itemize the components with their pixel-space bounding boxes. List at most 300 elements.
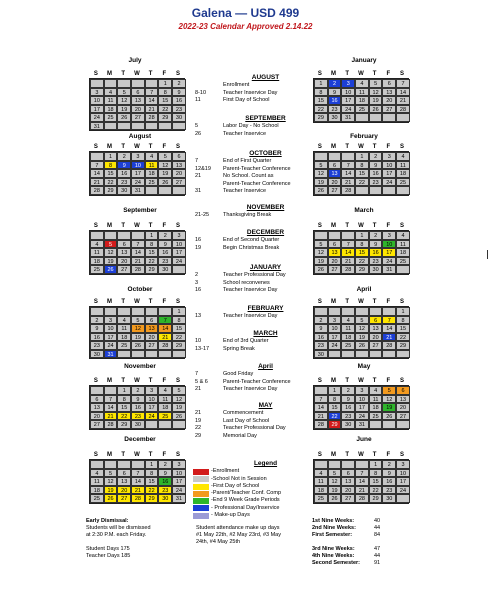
day-cell: 7 <box>131 240 145 249</box>
empty-cell <box>117 79 131 88</box>
day-cell: 1 <box>117 386 131 395</box>
day-cell: 5 <box>314 161 328 170</box>
day-cell: 16 <box>90 333 104 342</box>
event-date: 13 <box>195 313 202 319</box>
event-row <box>193 131 338 139</box>
month-label-october: October <box>127 286 153 293</box>
day-cell: 30 <box>314 350 328 359</box>
day-cell: 15 <box>158 96 172 105</box>
day-cell: 10 <box>396 469 410 478</box>
day-cell: 16 <box>131 403 145 412</box>
day-cell: 27 <box>145 341 159 350</box>
count-label: 2nd Nine Weeks: <box>312 525 356 532</box>
day-cell: 15 <box>172 324 186 333</box>
day-header: T <box>372 378 377 384</box>
events-august <box>193 74 338 105</box>
day-cell: 11 <box>104 96 118 105</box>
day-cell: 24 <box>172 257 186 266</box>
day-header: T <box>372 223 377 229</box>
day-cell: 11 <box>396 240 410 249</box>
event-text: Parent-Teacher Conference <box>223 378 291 385</box>
day-header: T <box>121 452 126 458</box>
day-header: T <box>345 378 350 384</box>
day-cell: 27 <box>396 412 410 421</box>
calendar-july <box>89 70 185 131</box>
day-header: S <box>93 378 98 384</box>
day-cell: 21 <box>145 105 159 114</box>
day-header: W <box>134 378 140 384</box>
day-header: T <box>345 144 350 150</box>
event-row <box>193 371 338 379</box>
day-header: M <box>331 223 337 229</box>
empty-cell <box>172 122 186 131</box>
day-cell: 18 <box>314 486 328 495</box>
day-header: S <box>93 452 98 458</box>
day-header: M <box>331 452 337 458</box>
events-january <box>193 264 338 295</box>
day-header: T <box>148 71 153 77</box>
event-row <box>193 123 338 131</box>
day-cell: 27 <box>117 494 131 503</box>
day-cell: 13 <box>382 88 396 97</box>
day-cell: 4 <box>396 231 410 240</box>
empty-cell <box>369 307 383 316</box>
day-cell: 25 <box>90 494 104 503</box>
day-header: M <box>331 144 337 150</box>
day-cell: 14 <box>131 248 145 257</box>
day-header: S <box>399 378 404 384</box>
event-date: 26 <box>195 130 202 137</box>
day-cell: 25 <box>396 257 410 266</box>
day-cell: 14 <box>396 88 410 97</box>
day-cell: 8 <box>158 88 172 97</box>
day-cell: 21 <box>314 412 328 421</box>
day-cell: 30 <box>369 265 383 274</box>
day-header: T <box>121 223 126 229</box>
day-header-row <box>89 222 185 230</box>
empty-cell <box>396 186 410 195</box>
day-cell: 27 <box>382 105 396 114</box>
empty-cell <box>341 231 355 240</box>
day-cell: 10 <box>131 161 145 170</box>
day-cell: 30 <box>341 420 355 429</box>
day-header: T <box>121 144 126 150</box>
day-header: S <box>317 144 322 150</box>
events-heading: OCTOBER <box>249 150 282 157</box>
day-cell: 29 <box>328 420 342 429</box>
day-cell: 5 <box>158 152 172 161</box>
empty-cell <box>158 307 172 316</box>
day-cell: 20 <box>145 333 159 342</box>
empty-cell <box>369 186 383 195</box>
day-cell: 1 <box>328 386 342 395</box>
day-cell: 2 <box>117 152 131 161</box>
empty-cell <box>145 79 159 88</box>
day-header: S <box>93 299 98 305</box>
empty-cell <box>369 113 383 122</box>
empty-cell <box>396 350 410 359</box>
event-row <box>193 280 338 288</box>
empty-cell <box>341 350 355 359</box>
day-cell: 2 <box>90 316 104 325</box>
day-header: S <box>399 144 404 150</box>
day-header: T <box>372 299 377 305</box>
day-header: S <box>175 452 180 458</box>
empty-cell <box>382 113 396 122</box>
day-cell: 23 <box>369 257 383 266</box>
day-cell: 1 <box>145 231 159 240</box>
empty-cell <box>145 122 159 131</box>
day-cell: 10 <box>382 240 396 249</box>
day-cell: 7 <box>145 88 159 97</box>
event-text: Good Friday <box>223 371 254 377</box>
day-cell: 22 <box>355 178 369 187</box>
early-dismissal-block <box>86 518 196 560</box>
day-cell: 16 <box>382 477 396 486</box>
calendar-september <box>89 222 185 275</box>
legend-swatch <box>193 498 209 504</box>
count-value: 91 <box>374 560 381 567</box>
event-row <box>193 245 338 253</box>
day-cell: 2 <box>369 152 383 161</box>
day-cell: 17 <box>382 248 396 257</box>
day-cell: 24 <box>131 178 145 187</box>
day-cell: 20 <box>117 257 131 266</box>
day-cell: 27 <box>117 265 131 274</box>
day-cell: 28 <box>382 341 396 350</box>
count-value: 47 <box>374 545 381 552</box>
month-label-february: February <box>350 133 378 140</box>
day-cell: 31 <box>172 494 186 503</box>
empty-cell <box>104 231 118 240</box>
day-cell: 20 <box>90 412 104 421</box>
day-header: T <box>148 452 153 458</box>
day-header: F <box>386 378 391 384</box>
empty-cell <box>172 186 186 195</box>
day-cell: 8 <box>328 395 342 404</box>
day-cell: 25 <box>158 412 172 421</box>
day-header: T <box>148 299 153 305</box>
day-cell: 19 <box>104 257 118 266</box>
empty-cell <box>355 460 369 469</box>
day-cell: 9 <box>90 324 104 333</box>
day-cell: 22 <box>104 178 118 187</box>
legend-label: -Enrollment <box>211 468 240 475</box>
day-cell: 19 <box>158 169 172 178</box>
day-header: F <box>386 299 391 305</box>
day-cell: 27 <box>172 178 186 187</box>
month-label-march: March <box>354 207 374 214</box>
count-row <box>312 553 422 560</box>
day-cell: 29 <box>396 341 410 350</box>
day-cell: 9 <box>117 161 131 170</box>
day-header: W <box>358 452 364 458</box>
empty-cell <box>355 350 369 359</box>
event-date: 21-25 <box>195 212 210 218</box>
events-may <box>193 402 338 440</box>
day-cell: 25 <box>369 412 383 421</box>
event-row <box>193 287 338 295</box>
event-text: Memorial Day <box>223 432 257 439</box>
day-cell: 9 <box>131 395 145 404</box>
event-text: End of Second Quarter <box>223 237 280 243</box>
margin-mark <box>487 250 488 259</box>
empty-cell <box>145 420 159 429</box>
event-text: No School. Count as <box>223 173 274 179</box>
day-header: S <box>93 71 98 77</box>
day-cell: 13 <box>145 324 159 333</box>
day-cell: 10 <box>145 395 159 404</box>
day-cell: 24 <box>396 486 410 495</box>
day-cell: 24 <box>355 412 369 421</box>
day-cell: 24 <box>382 257 396 266</box>
day-cell: 7 <box>382 316 396 325</box>
day-cell: 26 <box>104 265 118 274</box>
day-header: M <box>107 452 113 458</box>
day-cell: 4 <box>104 88 118 97</box>
day-cell: 3 <box>328 316 342 325</box>
day-cell: 6 <box>172 152 186 161</box>
event-row <box>193 212 338 220</box>
day-cell: 24 <box>382 178 396 187</box>
day-cell: 4 <box>341 316 355 325</box>
day-cell: 29 <box>104 186 118 195</box>
empty-cell <box>90 152 104 161</box>
legend-swatch <box>193 476 209 482</box>
day-cell: 27 <box>90 420 104 429</box>
day-cell: 18 <box>145 169 159 178</box>
early-dismissal-line1: Students will be dismissed <box>86 525 151 532</box>
day-header: M <box>107 223 113 229</box>
day-cell: 1 <box>369 460 383 469</box>
event-date: 12&19 <box>195 165 211 172</box>
day-header: W <box>134 299 140 305</box>
day-cell: 17 <box>172 248 186 257</box>
day-cell: 12 <box>314 169 328 178</box>
day-grid <box>89 459 185 504</box>
calendar-august <box>89 143 185 196</box>
day-header: T <box>345 71 350 77</box>
count-value: 44 <box>374 525 381 532</box>
event-row <box>193 386 338 394</box>
day-cell: 2 <box>172 79 186 88</box>
day-cell: 7 <box>131 469 145 478</box>
event-date: 31 <box>195 188 202 194</box>
day-header: S <box>93 223 98 229</box>
empty-cell <box>104 79 118 88</box>
day-cell: 14 <box>341 248 355 257</box>
event-text: School reconvenes <box>223 279 270 286</box>
legend-heading: Legend <box>253 460 278 467</box>
day-cell: 5 <box>355 316 369 325</box>
day-cell: 1 <box>355 152 369 161</box>
empty-cell <box>117 307 131 316</box>
day-cell: 20 <box>369 333 383 342</box>
event-text: End of First Quarter <box>223 158 272 164</box>
events-november <box>193 204 338 220</box>
day-cell: 11 <box>145 161 159 170</box>
day-cell: 13 <box>90 403 104 412</box>
day-header: S <box>317 223 322 229</box>
day-cell: 14 <box>355 477 369 486</box>
day-cell: 10 <box>172 240 186 249</box>
empty-cell <box>396 113 410 122</box>
day-cell: 31 <box>382 265 396 274</box>
day-cell: 22 <box>172 333 186 342</box>
day-cell: 22 <box>314 105 328 114</box>
day-header-row <box>89 377 185 385</box>
day-cell: 18 <box>396 169 410 178</box>
day-cell: 8 <box>396 316 410 325</box>
day-cell: 13 <box>117 477 131 486</box>
event-date: 11 <box>195 97 201 103</box>
count-row <box>312 532 422 539</box>
day-cell: 5 <box>172 386 186 395</box>
day-cell: 17 <box>355 403 369 412</box>
day-cell: 3 <box>341 79 355 88</box>
day-header: T <box>345 299 350 305</box>
event-row <box>193 181 338 189</box>
day-cell: 28 <box>104 420 118 429</box>
empty-cell <box>382 350 396 359</box>
day-header: S <box>175 223 180 229</box>
month-label-april: April <box>356 286 372 293</box>
day-cell: 6 <box>382 79 396 88</box>
day-cell: 3 <box>382 231 396 240</box>
day-cell: 14 <box>145 96 159 105</box>
event-date: 13-17 <box>195 345 210 352</box>
day-cell: 19 <box>131 333 145 342</box>
page-subtitle: 2022-23 Calendar Approved 2.14.22 <box>178 22 313 31</box>
event-date: 2 <box>195 272 199 278</box>
day-cell: 10 <box>104 324 118 333</box>
day-cell: 25 <box>355 105 369 114</box>
day-cell: 2 <box>314 316 328 325</box>
day-header: S <box>93 144 98 150</box>
day-header: W <box>358 299 364 305</box>
day-cell: 18 <box>396 248 410 257</box>
day-cell: 16 <box>158 477 172 486</box>
legend-label: -First Day of School <box>211 482 260 489</box>
empty-cell <box>158 350 172 359</box>
day-cell: 5 <box>382 386 396 395</box>
empty-cell <box>369 420 383 429</box>
legend-label: - Professional Day/Inservice <box>211 504 280 511</box>
day-cell: 2 <box>341 386 355 395</box>
day-header: M <box>107 299 113 305</box>
event-date: 3 <box>195 279 199 286</box>
count-label: 4th Nine Weeks: <box>312 552 355 559</box>
day-cell: 16 <box>369 248 383 257</box>
day-cell: 26 <box>131 341 145 350</box>
day-cell: 29 <box>369 494 383 503</box>
empty-cell <box>131 122 145 131</box>
day-header: W <box>358 71 364 77</box>
day-cell: 10 <box>382 161 396 170</box>
event-text: Teacher Inservice Day <box>223 287 278 293</box>
month-label-november: November <box>124 363 156 370</box>
day-cell: 1 <box>314 79 328 88</box>
day-cell: 17 <box>90 105 104 114</box>
event-date: 8-10 <box>195 89 207 96</box>
day-header-row <box>89 298 185 306</box>
event-text: Teacher Professional Day <box>223 425 286 431</box>
event-text: First Day of School <box>223 97 270 103</box>
event-date: 7 <box>195 371 199 377</box>
day-cell: 6 <box>369 316 383 325</box>
legend-swatch <box>193 491 209 497</box>
day-cell: 16 <box>172 96 186 105</box>
event-row <box>193 173 338 181</box>
day-cell: 19 <box>382 403 396 412</box>
event-row <box>193 418 338 426</box>
day-cell: 15 <box>314 96 328 105</box>
event-date: 21 <box>195 173 202 179</box>
day-cell: 21 <box>90 178 104 187</box>
event-text: Teacher Inservice <box>223 188 267 194</box>
day-cell: 16 <box>158 248 172 257</box>
event-date: 29 <box>195 432 202 439</box>
day-cell: 24 <box>328 341 342 350</box>
event-date: 19 <box>195 244 202 251</box>
day-cell: 9 <box>328 88 342 97</box>
count-row <box>312 546 422 553</box>
day-cell: 19 <box>172 403 186 412</box>
day-header: S <box>175 378 180 384</box>
day-header: W <box>358 223 364 229</box>
event-date: 21 <box>195 410 202 416</box>
event-row <box>193 379 338 387</box>
day-cell: 23 <box>382 486 396 495</box>
day-cell: 4 <box>145 152 159 161</box>
day-cell: 20 <box>382 96 396 105</box>
empty-cell <box>396 265 410 274</box>
empty-cell <box>145 350 159 359</box>
event-text: Teacher Inservice Day <box>223 313 278 319</box>
day-cell: 19 <box>369 96 383 105</box>
day-cell: 13 <box>328 248 342 257</box>
day-cell: 4 <box>158 386 172 395</box>
day-header: F <box>386 144 391 150</box>
day-cell: 14 <box>104 403 118 412</box>
event-date <box>193 181 223 189</box>
day-cell: 26 <box>158 178 172 187</box>
early-dismissal-title: Early Dismissal: <box>86 518 129 524</box>
day-cell: 2 <box>369 231 383 240</box>
event-row <box>193 313 338 321</box>
day-cell: 4 <box>117 316 131 325</box>
day-cell: 25 <box>341 341 355 350</box>
day-cell: 21 <box>158 333 172 342</box>
day-cell: 31 <box>104 350 118 359</box>
legend-item <box>193 468 338 475</box>
day-cell: 19 <box>314 257 328 266</box>
empty-cell <box>341 307 355 316</box>
count-value: 84 <box>374 532 381 539</box>
day-cell: 2 <box>328 79 342 88</box>
event-row <box>193 90 338 98</box>
event-row <box>193 82 338 90</box>
day-cell: 17 <box>382 169 396 178</box>
day-cell: 7 <box>341 240 355 249</box>
day-cell: 7 <box>90 161 104 170</box>
day-header: W <box>358 378 364 384</box>
day-cell: 29 <box>158 113 172 122</box>
count-row <box>312 560 422 567</box>
day-grid <box>89 151 185 196</box>
empty-cell <box>158 186 172 195</box>
day-cell: 4 <box>369 386 383 395</box>
